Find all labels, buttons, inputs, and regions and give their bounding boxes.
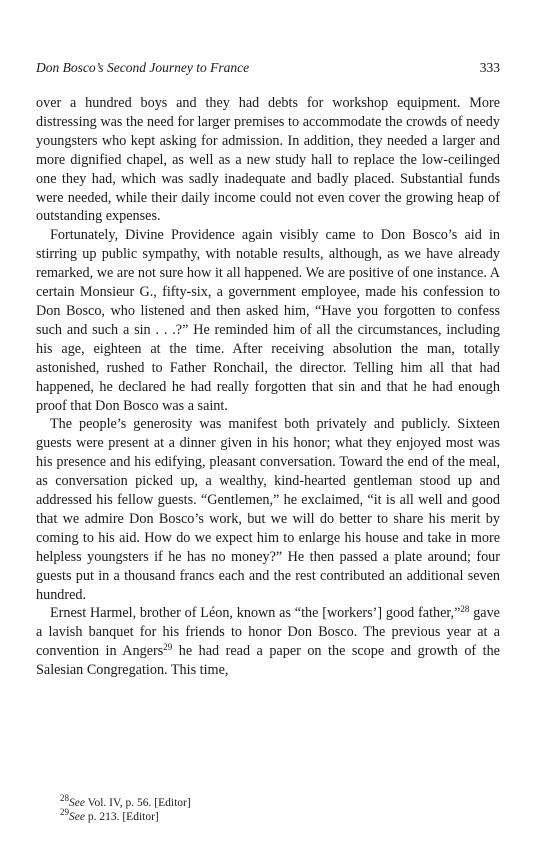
footnote-29 <box>60 807 500 824</box>
paragraph-text: gave a lavish banquet for his friends to honor Don Bosco. The previous year at a convention in Angers <box>36 605 500 660</box>
footnotes <box>60 793 500 824</box>
footnote-see: See <box>69 797 85 809</box>
footnote-number: 28 <box>60 793 69 803</box>
body-text <box>36 94 500 680</box>
footnote-text: Vol. IV, p. 56. [Editor] <box>84 797 191 809</box>
running-title: Don Bosco’s Second Journey to France <box>36 60 250 75</box>
footnote-ref-28[interactable]: 28 <box>460 604 470 615</box>
footnote-28 <box>60 793 500 810</box>
paragraph <box>36 604 500 680</box>
paragraph-text: Ernest Harmel, brother of Léon, known as “the [workers’] good father,” <box>50 605 461 622</box>
paragraph-text: he had read a paper on the scope and growth of the Salesian Congregation. This time, <box>36 643 500 679</box>
footnote-number: 29 <box>60 807 69 817</box>
footnote-see: See <box>69 811 85 823</box>
footnote-text: p. 213. [Editor] <box>84 811 159 823</box>
paragraph: Fortunately, Divine Providence again visibly came to Don Bosco’s aid in stirring up public sympathy, with notable results, although, as we have already remarked, we are not sure how it all happened. We are positive of one instance. A certain Monsieur G., fifty-six, a government employee, made his confession to Don Bosco, who listened and then asked him, “Have you forgotten to confess such and such a sin . . .?” He reminded him of all the circumstances, including his age, eighteen at the time. After receiving absolution the man, totally astonished, rushed to Father Ronchail, the director. Telling him all that had happened, he declared he had really forgotten that sin and that he had enough proof that Don Bosco was a saint. <box>36 227 500 414</box>
paragraph: over a hundred boys and they had debts for workshop equipment. More distressing was the need for larger premises to accommodate the crowds of needy youngsters who kept asking for admission. In addition, they needed a larger and more dignified chapel, as well as a new study hall to replace the low-ceilinged one they had, which was sadly inadequate and badly placed. Substantial funds were needed, while their daily income could not even cover the growing heap of outstanding expenses. <box>36 95 500 225</box>
page-number: 333 <box>479 60 500 75</box>
paragraph: The people’s generosity was manifest both privately and publicly. Sixteen guests were present at a dinner given in his honor; what they enjoyed most was his presence and his edifying, pleasant conversation. Toward the end of the meal, as conversation picked up, a wealthy, kind-hearted gentleman stood up and addressed his fellow guests. “Gentlemen,” he exclaimed, “it is all well and good that we admire Don Bosco’s work, but we will do better to share his merit by coming to his aid. How do we expect him to enlarge his house and take in more helpless youngsters if he has no money?” He then passed a plate around; four guests put in a thousand francs each and the rest contributed an additional seven hundred. <box>36 416 500 603</box>
footnote-ref-29[interactable]: 29 <box>163 642 173 653</box>
running-head <box>36 60 500 76</box>
